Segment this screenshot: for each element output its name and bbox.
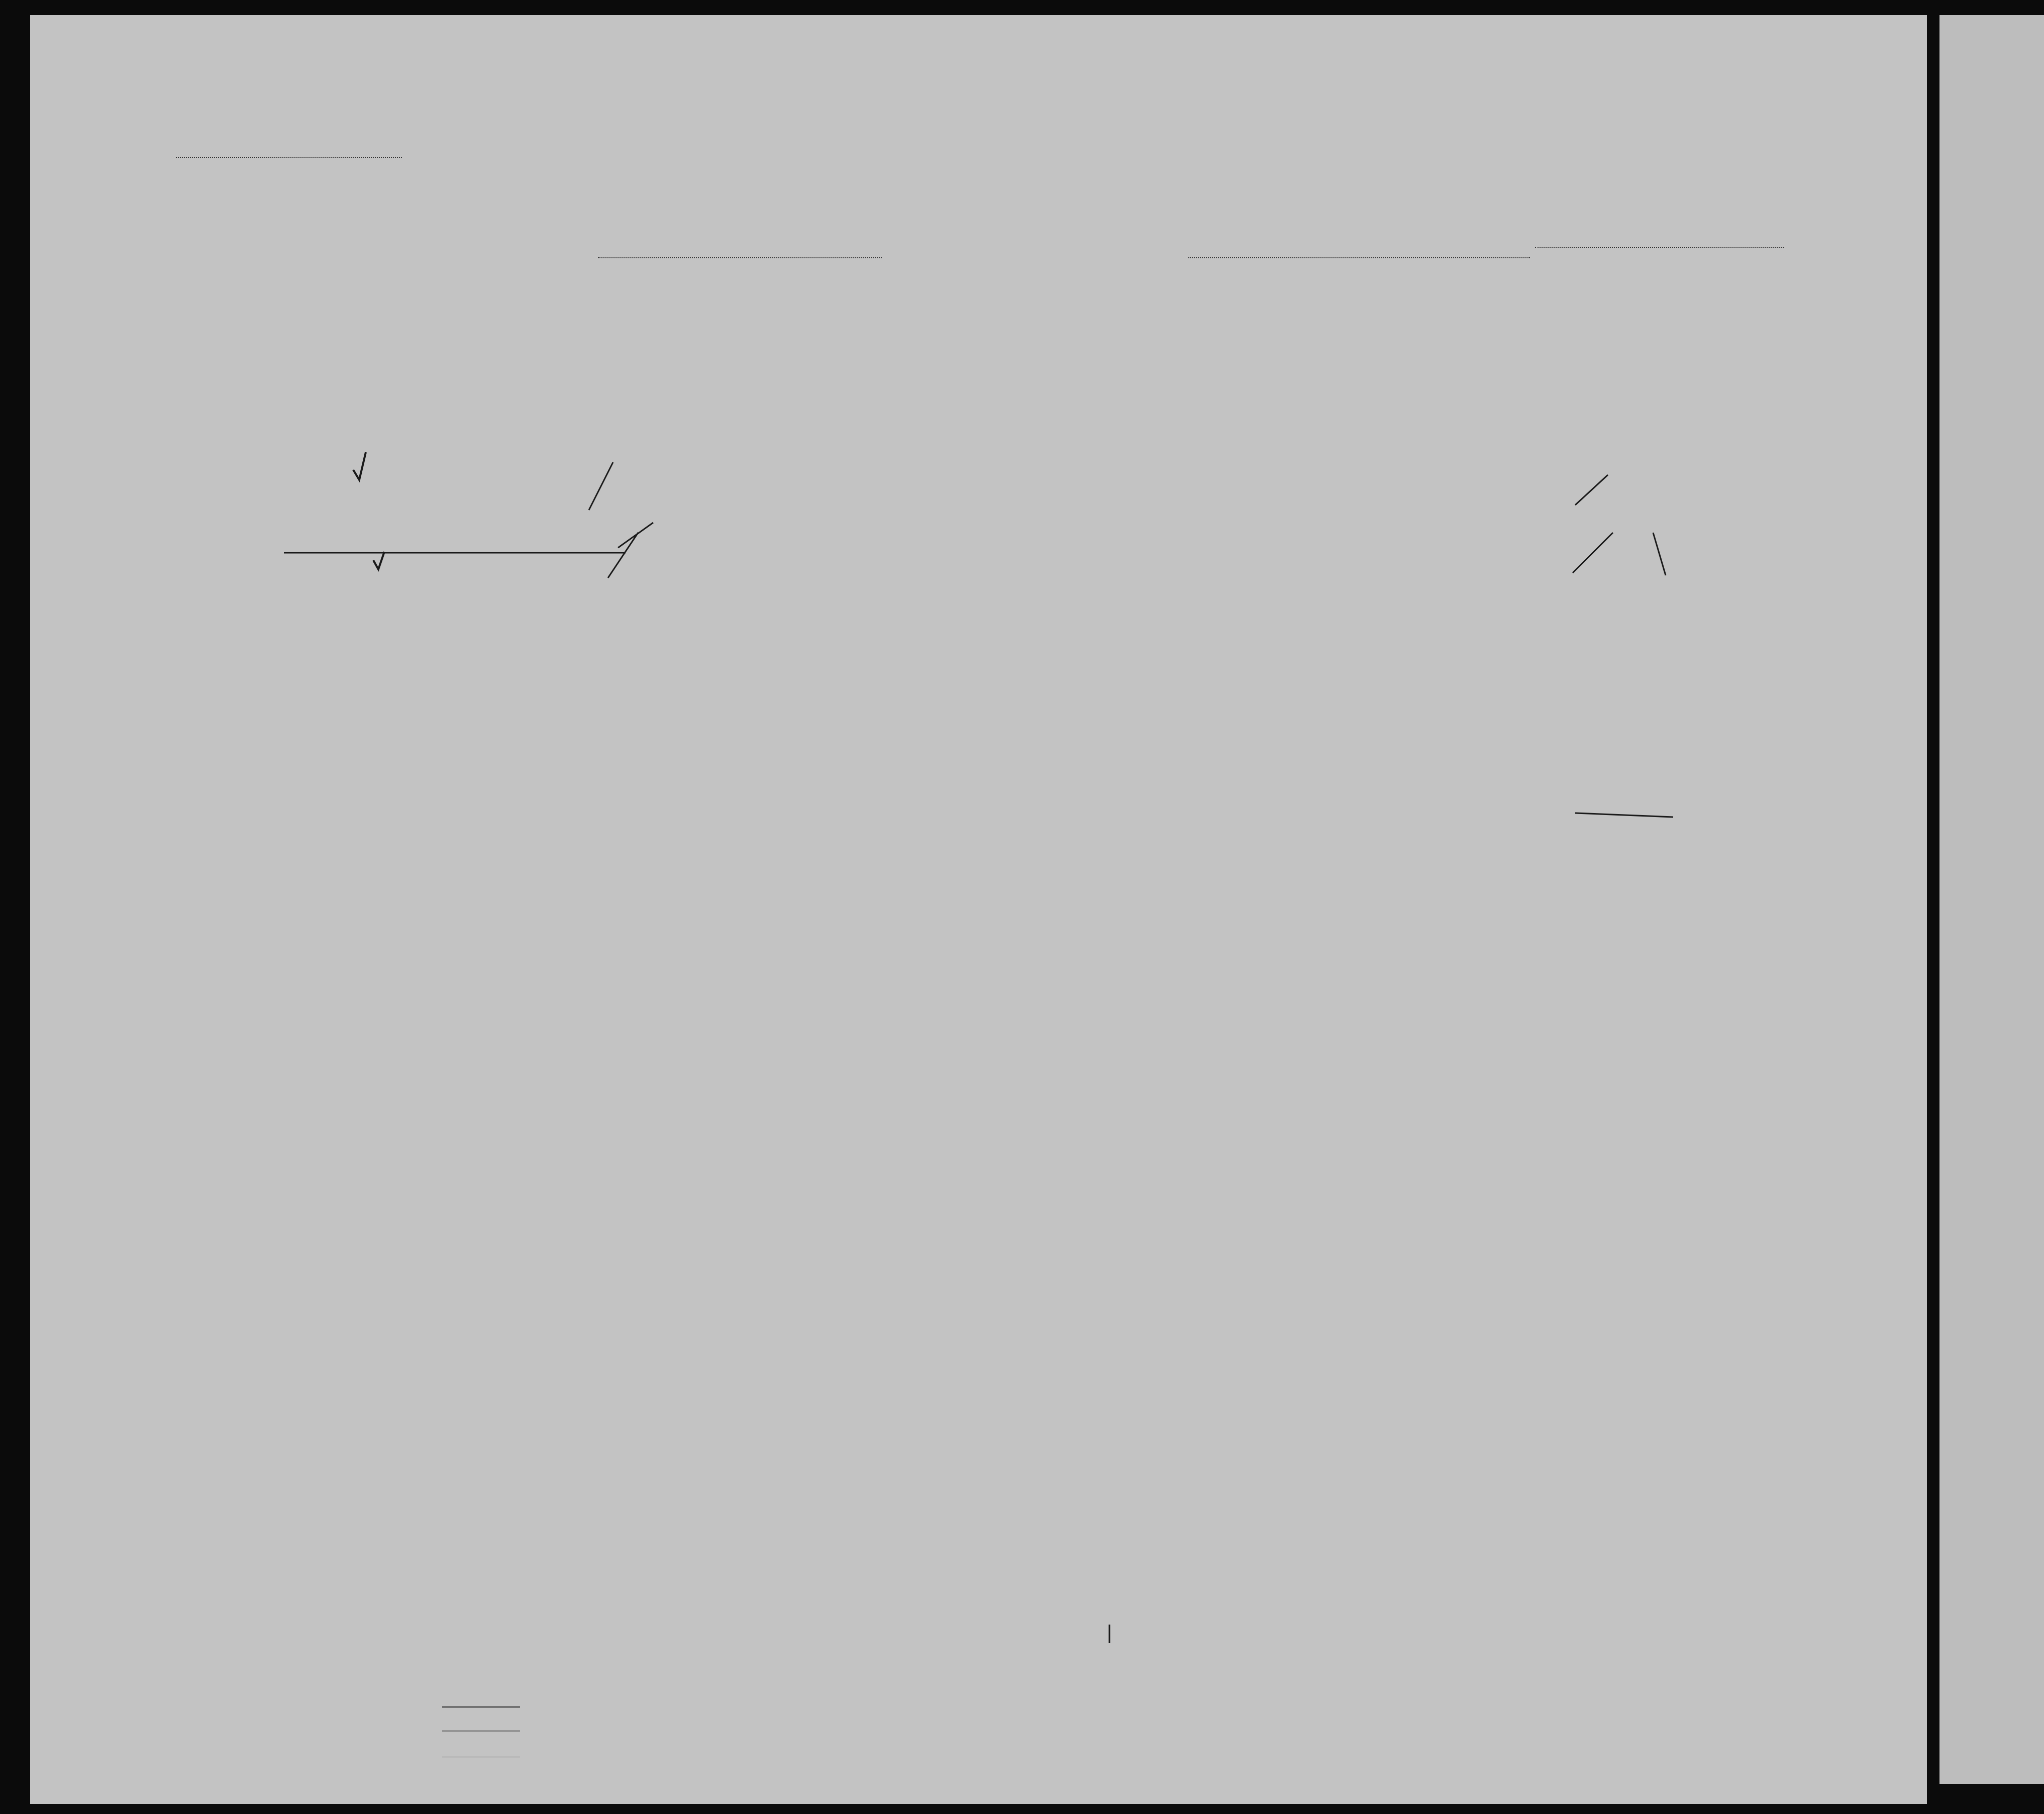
aliens-line — [442, 1757, 520, 1758]
manifest-sheet — [30, 15, 1927, 1804]
manifest-grid — [30, 15, 1927, 1804]
adjacent-sheet-edge — [1939, 15, 2044, 1784]
us-citizens-line — [442, 1731, 520, 1732]
total-passengers-line — [442, 1706, 520, 1708]
